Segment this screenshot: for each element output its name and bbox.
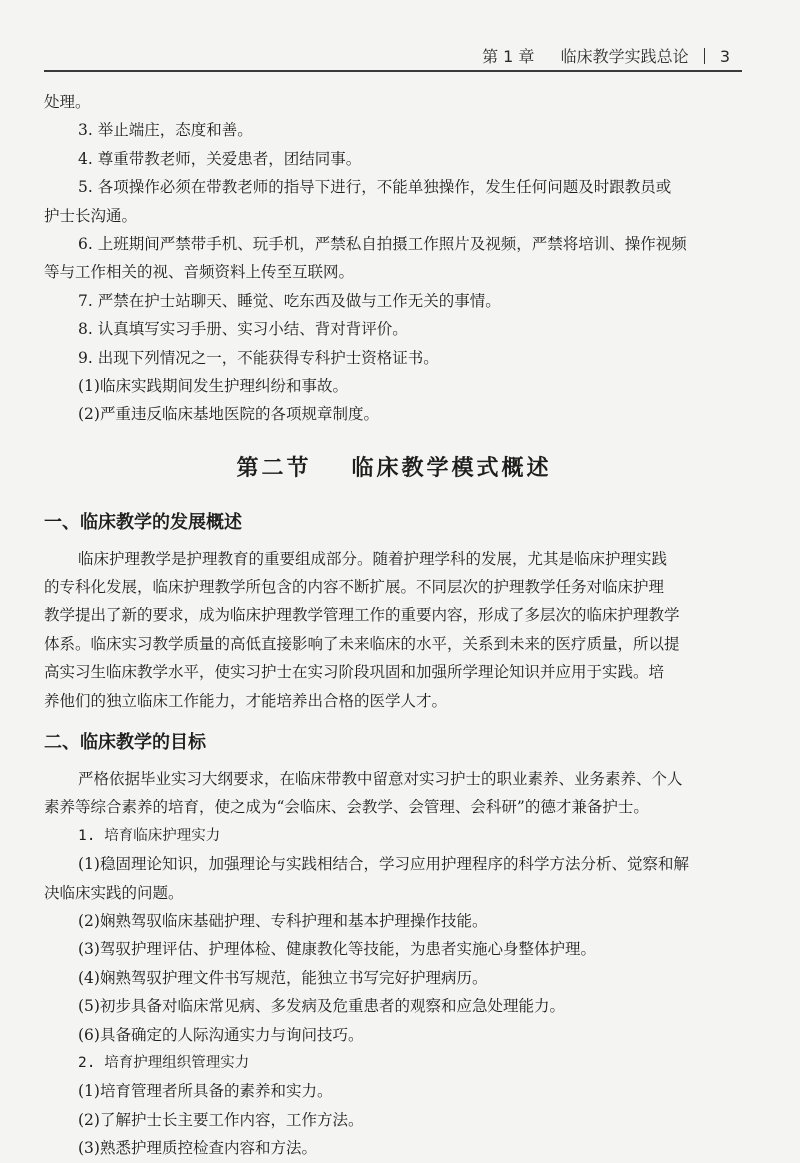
paragraph-line: 的专科化发展，临床护理教学所包含的内容不断扩展。不同层次的护理教学任务对临床护理 (44, 578, 665, 597)
rule-item: 5. 各项操作必须在带教老师的指导下进行，不能单独操作，发生任何问题及时跟教员或 (78, 178, 672, 197)
rule-item: 9. 出现下列情况之一，不能获得专科护士资格证书。 (78, 348, 439, 367)
goal-item: (2)娴熟驾驭临床基础护理、专科护理和基本护理操作技能。 (78, 911, 488, 930)
subsection-heading: 二、临床教学的目标 (44, 732, 206, 754)
paragraph-line: 严格依据毕业实习大纲要求，在临床带教中留意对实习护士的职业素养、业务素养、个人 (78, 770, 683, 789)
goal-item: (6)具备确定的人际沟通实力与询问技巧。 (78, 1025, 364, 1044)
goal-heading: 2. 培育护理组织管理实力 (78, 1054, 250, 1071)
header-rule (44, 70, 742, 72)
paragraph-line: 体系。临床实习教学质量的高低直接影响了未来临床的水平，关系到未来的医疗质量，所以提 (44, 634, 680, 653)
text-line: 处理。 (44, 93, 91, 111)
paragraph-line: 高实习生临床教学水平，使实习护士在实习阶段巩固和加强所学理论知识并应用于实践。培 (44, 663, 665, 682)
goal-item: (2)了解护士长主要工作内容，工作方法。 (78, 1110, 364, 1129)
text-line: 等与工作相关的视、音频资料上传至互联网。 (44, 263, 355, 282)
page-body (44, 88, 744, 1163)
paragraph-line: 教学提出了新的要求，成为临床护理教学管理工作的重要内容，形成了多层次的临床护理教学 (44, 606, 680, 625)
goal-item: 决临床实践的问题。 (44, 883, 184, 902)
header-text (482, 44, 730, 67)
rule-item: 3. 举止端庄，态度和善。 (78, 121, 253, 140)
header-separator (704, 48, 705, 64)
goal-heading: 1. 培育临床护理实力 (78, 827, 221, 844)
paragraph-line: 素养等综合素养的培育，使之成为“会临床、会教学、会管理、会科研”的德才兼备护士。 (44, 798, 649, 817)
goal-item: (1)培育管理者所具备的素养和实力。 (78, 1082, 333, 1101)
goal-item: (4)娴熟驾驭护理文件书写规范，能独立书写完好护理病历。 (78, 968, 488, 987)
goal-item: (1)稳固理论知识，加强理论与实践相结合，学习应用护理程序的科学方法分析、觉察和解 (78, 855, 689, 874)
rule-item: 6. 上班期间严禁带手机、玩手机，严禁私自拍摄工作照片及视频，严禁将培训、操作视频 (78, 234, 687, 253)
goal-item: (3)驾驭护理评估、护理体检、健康教化等技能，为患者实施心身整体护理。 (78, 940, 596, 959)
paragraph-line: 养他们的独立临床工作能力，才能培养出合格的医学人才。 (44, 691, 448, 710)
sub-rule-item: (2)严重违反临床基地医院的各项规章制度。 (78, 405, 379, 424)
page-number: 3 (719, 47, 730, 66)
text-line: 护士长沟通。 (44, 206, 138, 225)
paragraph-line: 临床护理教学是护理教育的重要组成部分。随着护理学科的发展，尤其是临床护理实践 (78, 549, 668, 568)
section-number: 第二节 (236, 455, 312, 481)
section-title: 临床教学模式概述 (351, 455, 552, 481)
chapter-title: 临床教学实践总论 (560, 47, 689, 66)
chapter-label: 第 1 章 (482, 47, 535, 66)
goal-item: (3)熟悉护理质控检查内容和方法。 (78, 1139, 317, 1158)
goal-item: (5)初步具备对临床常见病、多发病及危重患者的观察和应急处理能力。 (78, 997, 565, 1016)
rule-item: 8. 认真填写实习手册、实习小结、背对背评价。 (78, 320, 408, 339)
rule-item: 7. 严禁在护士站聊天、睡觉、吃东西及做与工作无关的事情。 (78, 291, 501, 310)
subsection-heading: 一、临床教学的发展概述 (44, 511, 242, 533)
running-header (0, 0, 800, 78)
sub-rule-item: (1)临床实践期间发生护理纠纷和事故。 (78, 376, 348, 395)
section-heading (44, 447, 744, 491)
rule-item: 4. 尊重带教老师，关爱患者，团结同事。 (78, 149, 362, 168)
